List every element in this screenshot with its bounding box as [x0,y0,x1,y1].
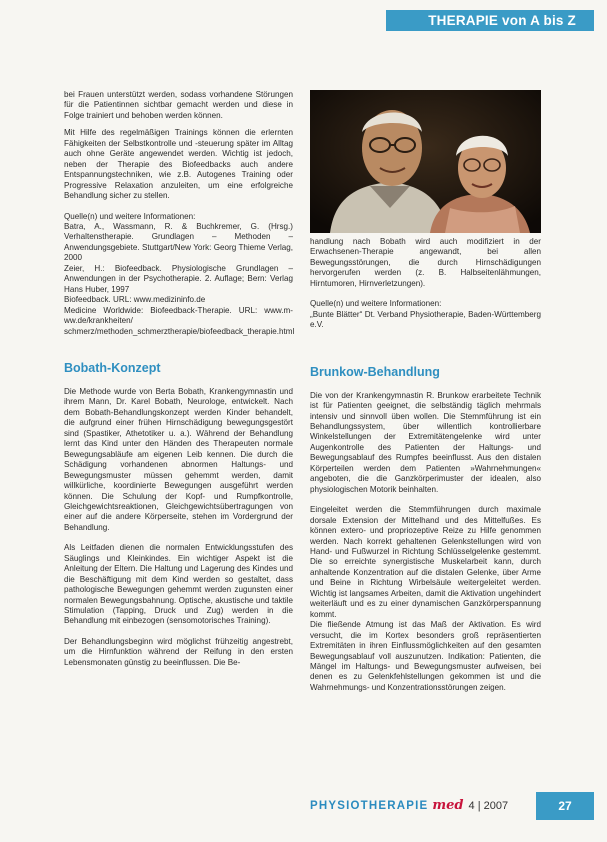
brunkow-paragraph: Die von der Krankengymnastin R. Brunkow erarbeitete Technik ist für Patienten geeignet, die selbständig täglich mehrmals intensiv und sinnvoll üben wollen. Die Stemmführung ist ein Behandlungssystem, über willentlich kontrollierbare Winkelstellungen der Extremitätengelenke wird unter Augenkontrolle des Patienten der Haltungs- und Bewegungsablauf des Rumpfes beeinflusst. Aus den distalen Körperteilen werden dem Patienten »Wahrnehmungen« angeboten, die die Ganzkörperimuster der idealen, also physiologischen Motorik beinhalten. [310,390,541,494]
page-number: 27 [536,792,594,820]
source-item: Biofeedback. URL: www.medizininfo.de [64,295,206,305]
footer-issue: 4 | 2007 [468,800,509,812]
bobath-continued-paragraph: handlung nach Bobath wird auch modifiziert in der Erwachsenen-Therapie angewandt, bei allen Bewegungsstörungen, die durch Hirnschädigungen hervorgerufen werden (z. B. Halbseitenlähmungen, Hirntumoren, Hirnverletzungen). [310,237,541,288]
section-title-bobath: Bobath-Konzept [64,360,161,375]
source-item: Batra, A., Wassmann, R. & Buchkremer, G. (Hrsg.) Verhaltenstherapie. Grundlagen – Methoden – Anwendungsgebiete. Stuttgart/New York: Georg Thieme Verlag, 2000 [64,221,293,263]
section-title-brunkow: Brunkow-Behandlung [310,364,440,379]
brunkow-paragraph: Eingeleitet werden die Stemmführungen durch maximale dorsale Extension der Mittelhand und des Mittelfußes. Es können extero- und propriozeptive Reize zu Hilfe genommen werden. Nach korrekt gehaltenen Gelenkstellungen wird von Hand- und Fußwurzel in Richtung Schlüsselgelenke gestemmt. Die so erreichte synergistische Muskelarbeit kann, durch anhaltende Konzentration auf die distalen Gelenke, über Arme und Beine in Richtung Wirbelsäule weitergeleitet werden. Wichtig ist langsames Arbeiten, damit die Aktivation ungehindert weiterläuft und es zu einer dynamischen Ganzkörperspannung kommt. [310,505,541,619]
sources-heading: Quelle(n) und weitere Informationen: [310,299,442,309]
header-title: THERAPIE von A bis Z [428,13,576,28]
intro-paragraph: bei Frauen unterstützt werden, sodass vorhandene Störungen für die Patientinnen sichtbar gemacht werden und diese in Folge trainiert und behoben werden können. [64,90,293,120]
sources-heading: Quelle(n) und weitere Informationen: [64,211,196,221]
footer-med-logo: med [432,798,464,813]
bobath-paragraph: Der Behandlungsbeginn wird möglichst frühzeitig angestrebt, um die Hirnfunktion während der Reifung in den ersten Lebensmonaten günstig zu beeinflussen. Die Be- [64,636,293,667]
brunkow-paragraph: Die fließende Atmung ist das Maß der Aktivation. Es wird versucht, die im Kortex besonders groß repräsentierten Extremitäten in ihren Einflussmöglichkeiten auf den gesamten Bewegungsablauf voll auszunutzen. Indikation: Patienten, die Mängel im Haltungs- und Bewegungsmuster aufweisen, bei denen es zu Gelenkfehlstellungen gekommen ist und die Wahrnehmungs- und Konzentrationsstörungen zeigen. [310,620,541,692]
source-item: Medicine Worldwide: Biofeedback-Therapie. URL: www.m-ww.de/krankheiten/ schmerz/methoden_schmerztherapie/biofeedback_therapie.html [64,305,295,336]
footer-brand: PHYSIOTHERAPIE [310,800,429,812]
source-item: Zeier, H.: Biofeedback. Physiologische Grundlagen – Anwendungen in der Psychotherapie. 2. Auflage; Bern: Verlag Hans Huber, 1997 [64,263,293,294]
bobath-paragraph: Als Leitfaden dienen die normalen Entwicklungsstufen des Säuglings und Kleinkindes. Ein wichtiger Aspekt ist die Anleitung der Eltern. Die Haltung und Lagerung des Kindes und die Beschäftigung mit dem Kind werden so gestaltet, dass pathologische Bewegungen gehemmt werden zugunsten einer normalen Bewegungsbahnung. Optische, akustische und taktile Stimulation (Tapping, Druck und Zug) werden in die Behandlung mit einbezogen (sensomotorisches Training). [64,543,293,626]
photo-illustration [310,90,541,233]
bobath-couple-photo [310,90,541,233]
header-band [386,10,594,31]
right-column [310,237,541,700]
footer-masthead [310,798,508,814]
source-item: „Bunte Blätter“ Dt. Verband Physiotherapie, Baden-Württemberg e.V. [310,309,541,330]
intro-paragraph: Mit Hilfe des regelmäßigen Trainings können die erlernten Fähigkeiten der Selbstkontrolle und -steuerung später im Alltag auch ohne Geräte angewendet werden. Wichtig ist jedoch, neben der Therapie des Biofeedbacks auch andere Entspannungstechniken, wie z.B. Autogenes Training oder Progressive Relaxation anzuleiten, um eine erfolgreiche Behandlung sicher zu stellen. [64,128,293,201]
bobath-paragraph: Die Methode wurde von Berta Bobath, Krankengymnastin und ihrem Mann, Dr. Karel Bobath, Neurologe, entwickelt. Nach dem Bobath-Behandlungskonzept werden Kinder behandelt, die aufgrund einer frühen Hirnschädigung bewegungsgestört sind (Spastiker, Athetotiker u. a.). Während der Behandlung lernt das Kind unter den Händen des Therapeuten normale Bewegungsabläufe am eigenen Leib kennen. Die durch die Schädigung vorhandenen abnormen Haltungs- und Bewegungsmuster müssen gehemmt werden, damit willkürliche, koordinierte Bewegungen ausgeführt werden können. Die Schulung der Kopf- und Rumpfkontrolle, Gleichgewichtsreaktionen, Gleichgewichtsübertragungen von einer auf die andere Körperseite, stehen im Vordergrund der Behandlung. [64,386,293,532]
left-column [64,90,293,675]
